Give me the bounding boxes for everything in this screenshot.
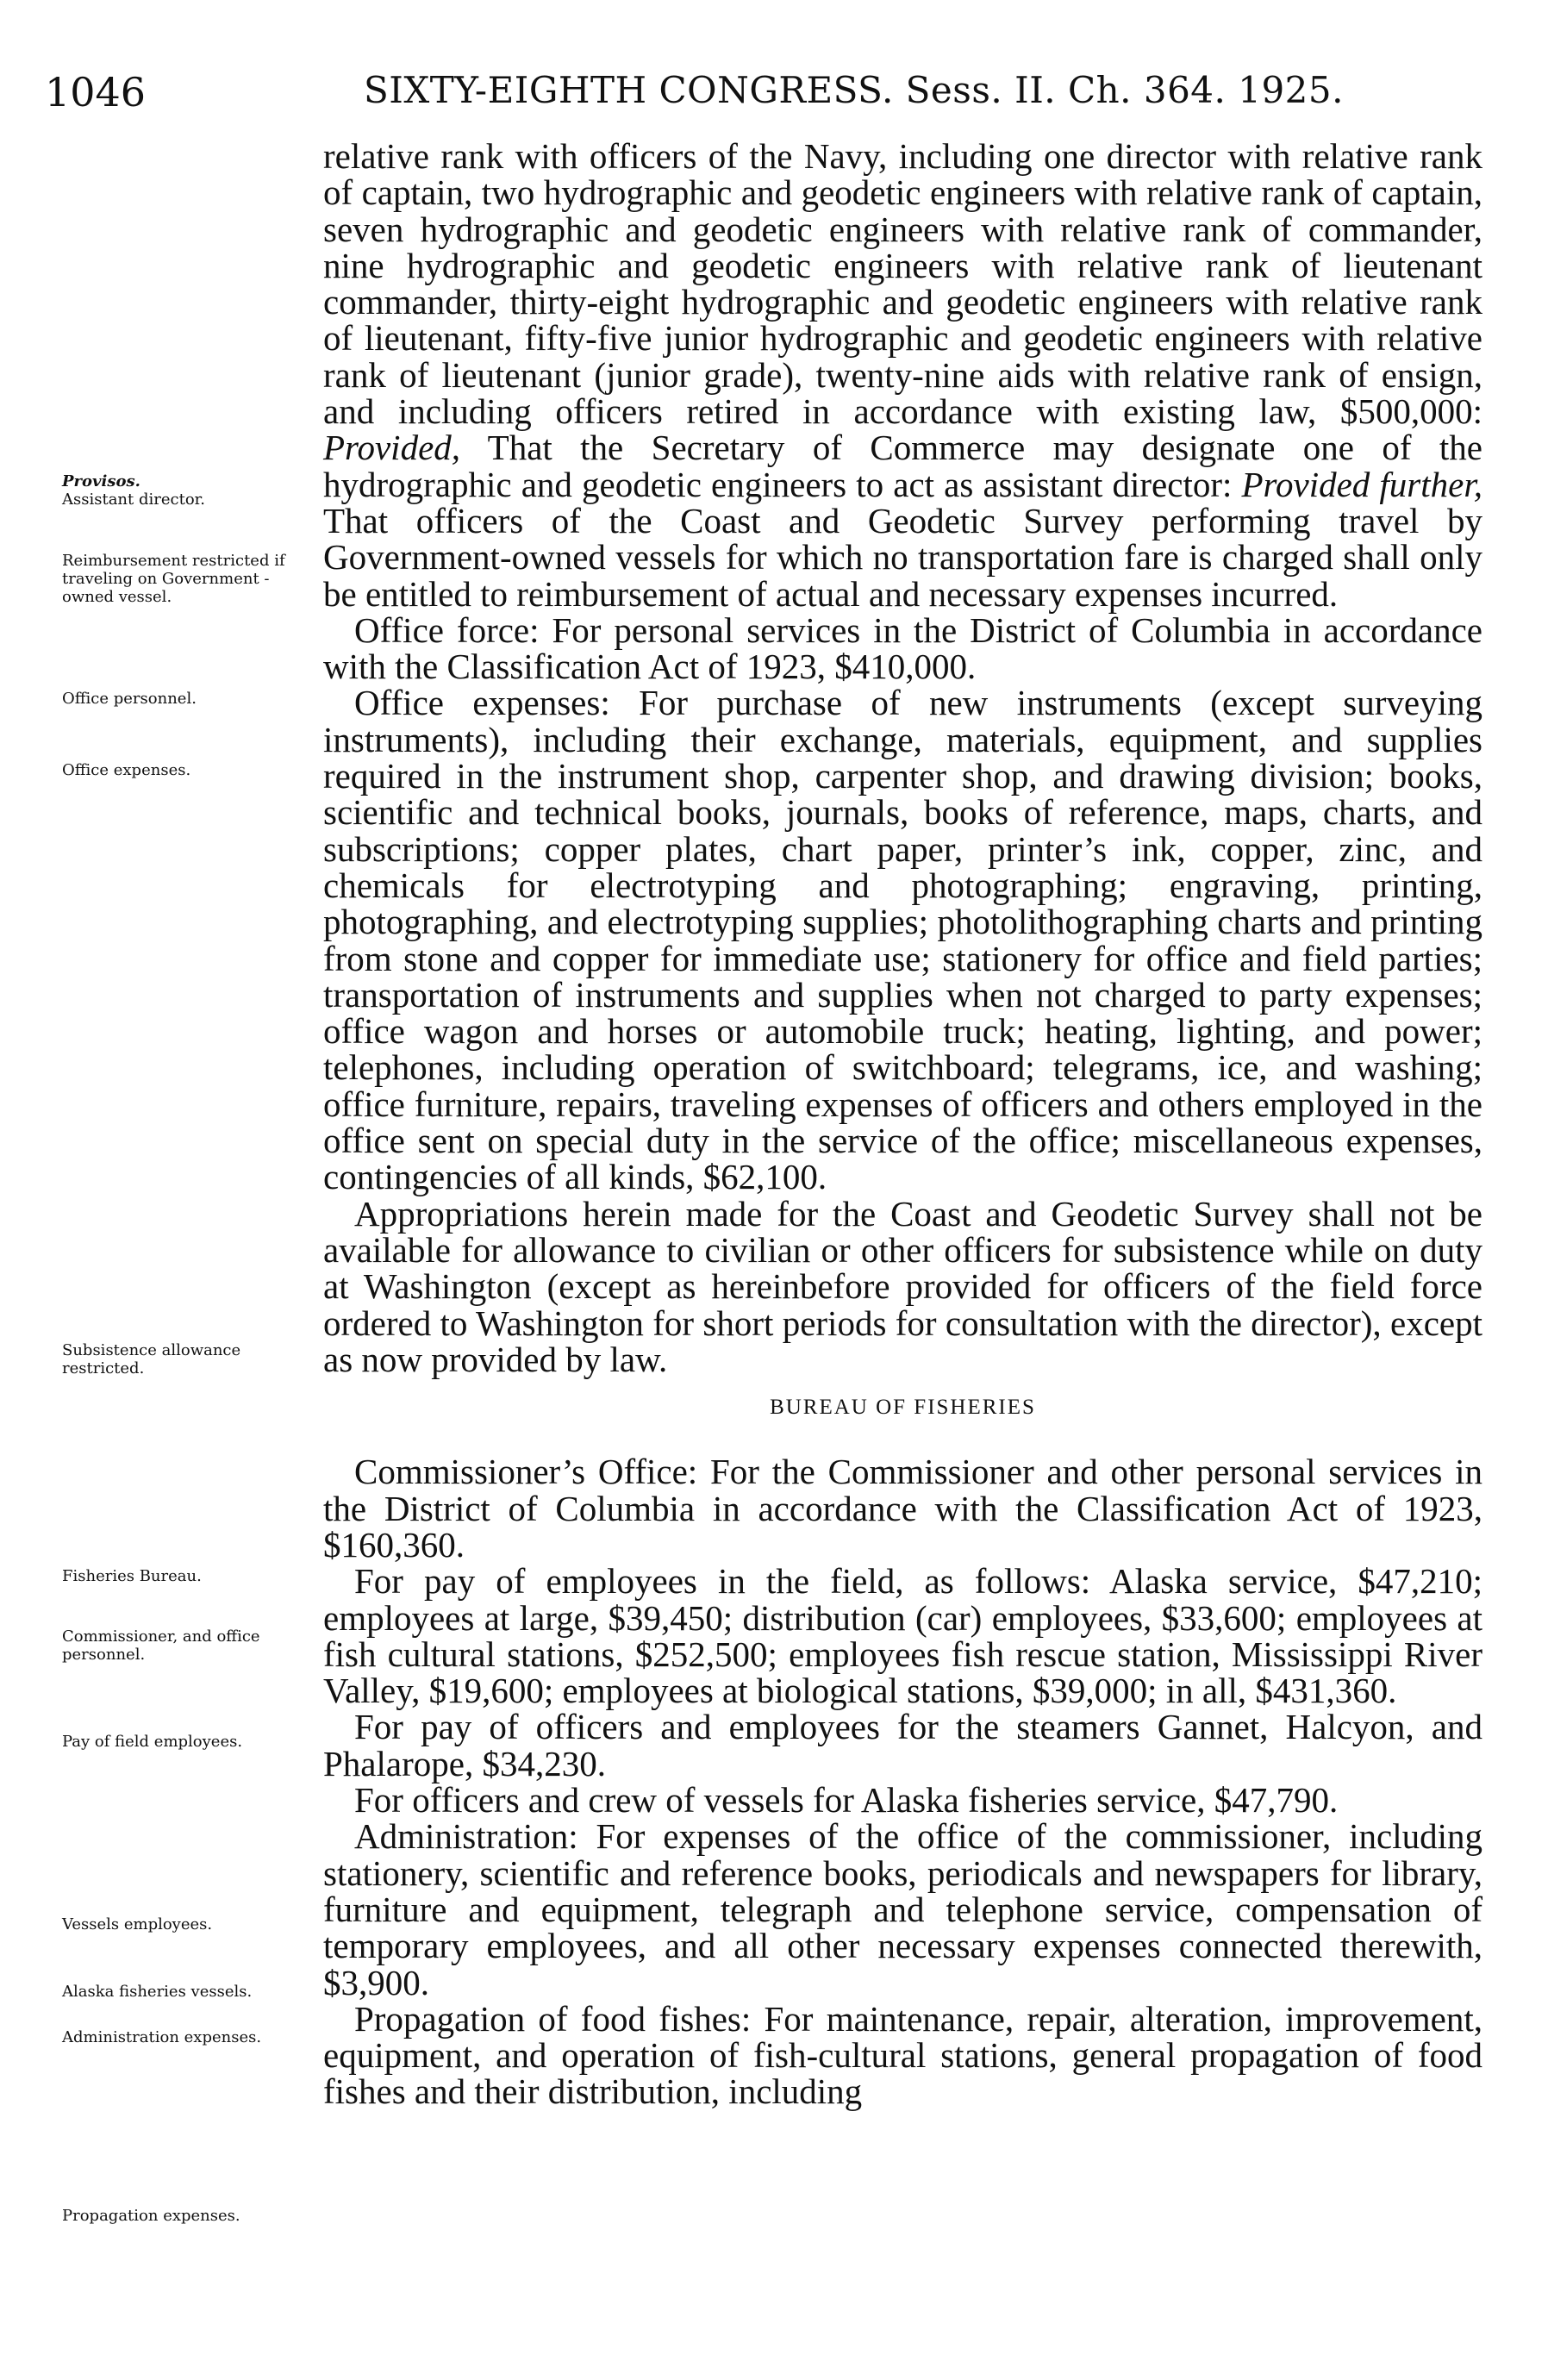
margin-note-office-personnel	[62, 690, 317, 708]
margin-note-commissioner	[62, 1627, 317, 1664]
margin-note-text: Office expenses.	[62, 761, 191, 779]
margin-note-reimbursement	[62, 552, 317, 606]
paragraph-commissioners-office: Commissioner’s Office: For the Commissioner and other personal services in the District of Columbia in accordance with the Classification Act of 1923, $160,360.	[323, 1452, 1482, 1565]
margin-note-text: Alaska fisheries vessels.	[62, 1983, 253, 2001]
margin-note-text: Vessels employees.	[62, 1915, 213, 1933]
margin-note-text: Administration expenses.	[62, 2028, 262, 2046]
margin-note-office-expenses	[62, 761, 317, 779]
paragraph-appropriations: Appropriations herein made for the Coast and Geodetic Survey shall not be available for allowance to civilian or other officers for subsistence while on duty at Washington (except as hereinbefore provided for officers of the field force ordered to Washington for short periods for consultation with the director), except as now provided by law.	[323, 1193, 1482, 1379]
paragraph-field-employees: For pay of employees in the field, as follows: Alaska service, $47,210; employees at large, $39,450; distribution (car) employees, $33,600; employees at fish cultural stations, $252,500; employees fish rescue station, Mississippi River Valley, $19,600; employees at biological stations, $39,000; in all, $431,360.	[323, 1561, 1482, 1711]
running-head	[0, 52, 1548, 121]
paragraph-steamers: For pay of officers and employees for the steamers Gannet, Halcyon, and Phalarope, $34,230.	[323, 1707, 1482, 1783]
margin-note-text: Office personnel.	[62, 690, 197, 708]
margin-note-text: Subsistence allowance restricted.	[62, 1341, 241, 1377]
margin-note-assistant-director	[62, 472, 317, 509]
paragraph-propagation: Propagation of food fishes: For maintenance, repair, alteration, improvement, equipment, and operation of fish-cultural stations, general propagation of food fishes and their distribution, including	[323, 1998, 1482, 2112]
paragraph-alaska-vessels: For officers and crew of vessels for Alaska fisheries service, $47,790.	[354, 1780, 1339, 1821]
margin-note-vessels-employees	[62, 1915, 317, 1933]
margin-note-text: Assistant director.	[62, 490, 206, 509]
running-head-title: SIXTY-EIGHTH CONGRESS. Sess. II. Ch. 364. 1925.	[364, 69, 1344, 111]
provisos-label: Provisos.	[62, 472, 140, 490]
paragraph-office-force: Office force: For personal services in the District of Columbia in accordance with the Classification Act of 1923, $410,000.	[323, 609, 1482, 687]
paragraph-officers: relative rank with officers of the Navy, including one director with relative rank of captain, two hydrographic and geodetic engineers with relative rank of captain, seven hydrographic and geodetic engineers with relative rank of commander, nine hydrographic and geodetic engineers with relative rank of lieutenant commander, thirty-eight hydrographic and geodetic engineers with relative rank of lieutenant, fifty-five junior hydrographic and geodetic engineers with relative rank of lieutenant (junior grade), twenty-nine aids with relative rank of ensign, and including officers retired in accordance with existing law, $500,000: Provided, That the Secretary of Commerce may designate one of the hydrographic and geodetic engineers to act as assistant director: Provided further, That officers of the Coast and Geodetic Survey performing travel by Government-owned vessels for which no transportation fare is charged shall only be entitled to reimbursement of actual and necessary expenses incurred.	[323, 136, 1482, 614]
margin-note-text: Pay of field employees.	[62, 1733, 243, 1751]
margin-note-propagation	[62, 2207, 317, 2225]
margin-note-text: Commissioner, and office personnel.	[62, 1627, 260, 1664]
margin-note-subsistence	[62, 1341, 317, 1377]
section-heading: BUREAU OF FISHERIES	[770, 1396, 1036, 1420]
margin-note-fisheries-bureau	[62, 1567, 317, 1585]
margin-note-text: Fisheries Bureau.	[62, 1567, 202, 1585]
margin-note-field-employees	[62, 1733, 317, 1751]
margin-note-administration	[62, 2028, 317, 2046]
paragraph-administration: Administration: For expenses of the office of the commissioner, including stationery, scientific and reference books, periodicals and newspapers for library, furniture and equipment, telegraph and telephone service, compensation of temporary employees, and all other necessary expenses connected therewith, $3,900.	[323, 1816, 1482, 2002]
paragraph-office-expenses: Office expenses: For purchase of new instruments (except surveying instruments), including their exchange, materials, equipment, and supplies required in the instrument shop, carpenter shop, and drawing division; books, scientific and technical books, journals, books of reference, maps, charts, and subscriptions; copper plates, chart paper, printer’s ink, copper, zinc, and chemicals for electrotyping and photographing; engraving, printing, photographing, and electrotyping supplies; photolithographing charts and printing from stone and copper for immediate use; stationery for office and field parties; transportation of instruments and supplies when not charged to party expenses; office wagon and horses or automobile truck; heating, lighting, and power; telephones, including operation of switchboard; telegrams, ice, and washing; office furniture, repairs, traveling expenses of officers and others employed in the office sent on special duty in the service of the office; miscellaneous expenses, contingencies of all kinds, $62,100.	[323, 683, 1482, 1197]
margin-note-alaska-vessels	[62, 1983, 317, 2001]
provided-further-label: Provided further,	[1241, 464, 1482, 504]
page-number: 1046	[45, 69, 147, 116]
margin-note-text: Propagation expenses.	[62, 2207, 240, 2225]
provided-label: Provided,	[323, 428, 461, 468]
margin-note-text: Reimbursement restricted if traveling on Government - owned vessel.	[62, 552, 285, 606]
body-text	[323, 138, 1482, 2110]
